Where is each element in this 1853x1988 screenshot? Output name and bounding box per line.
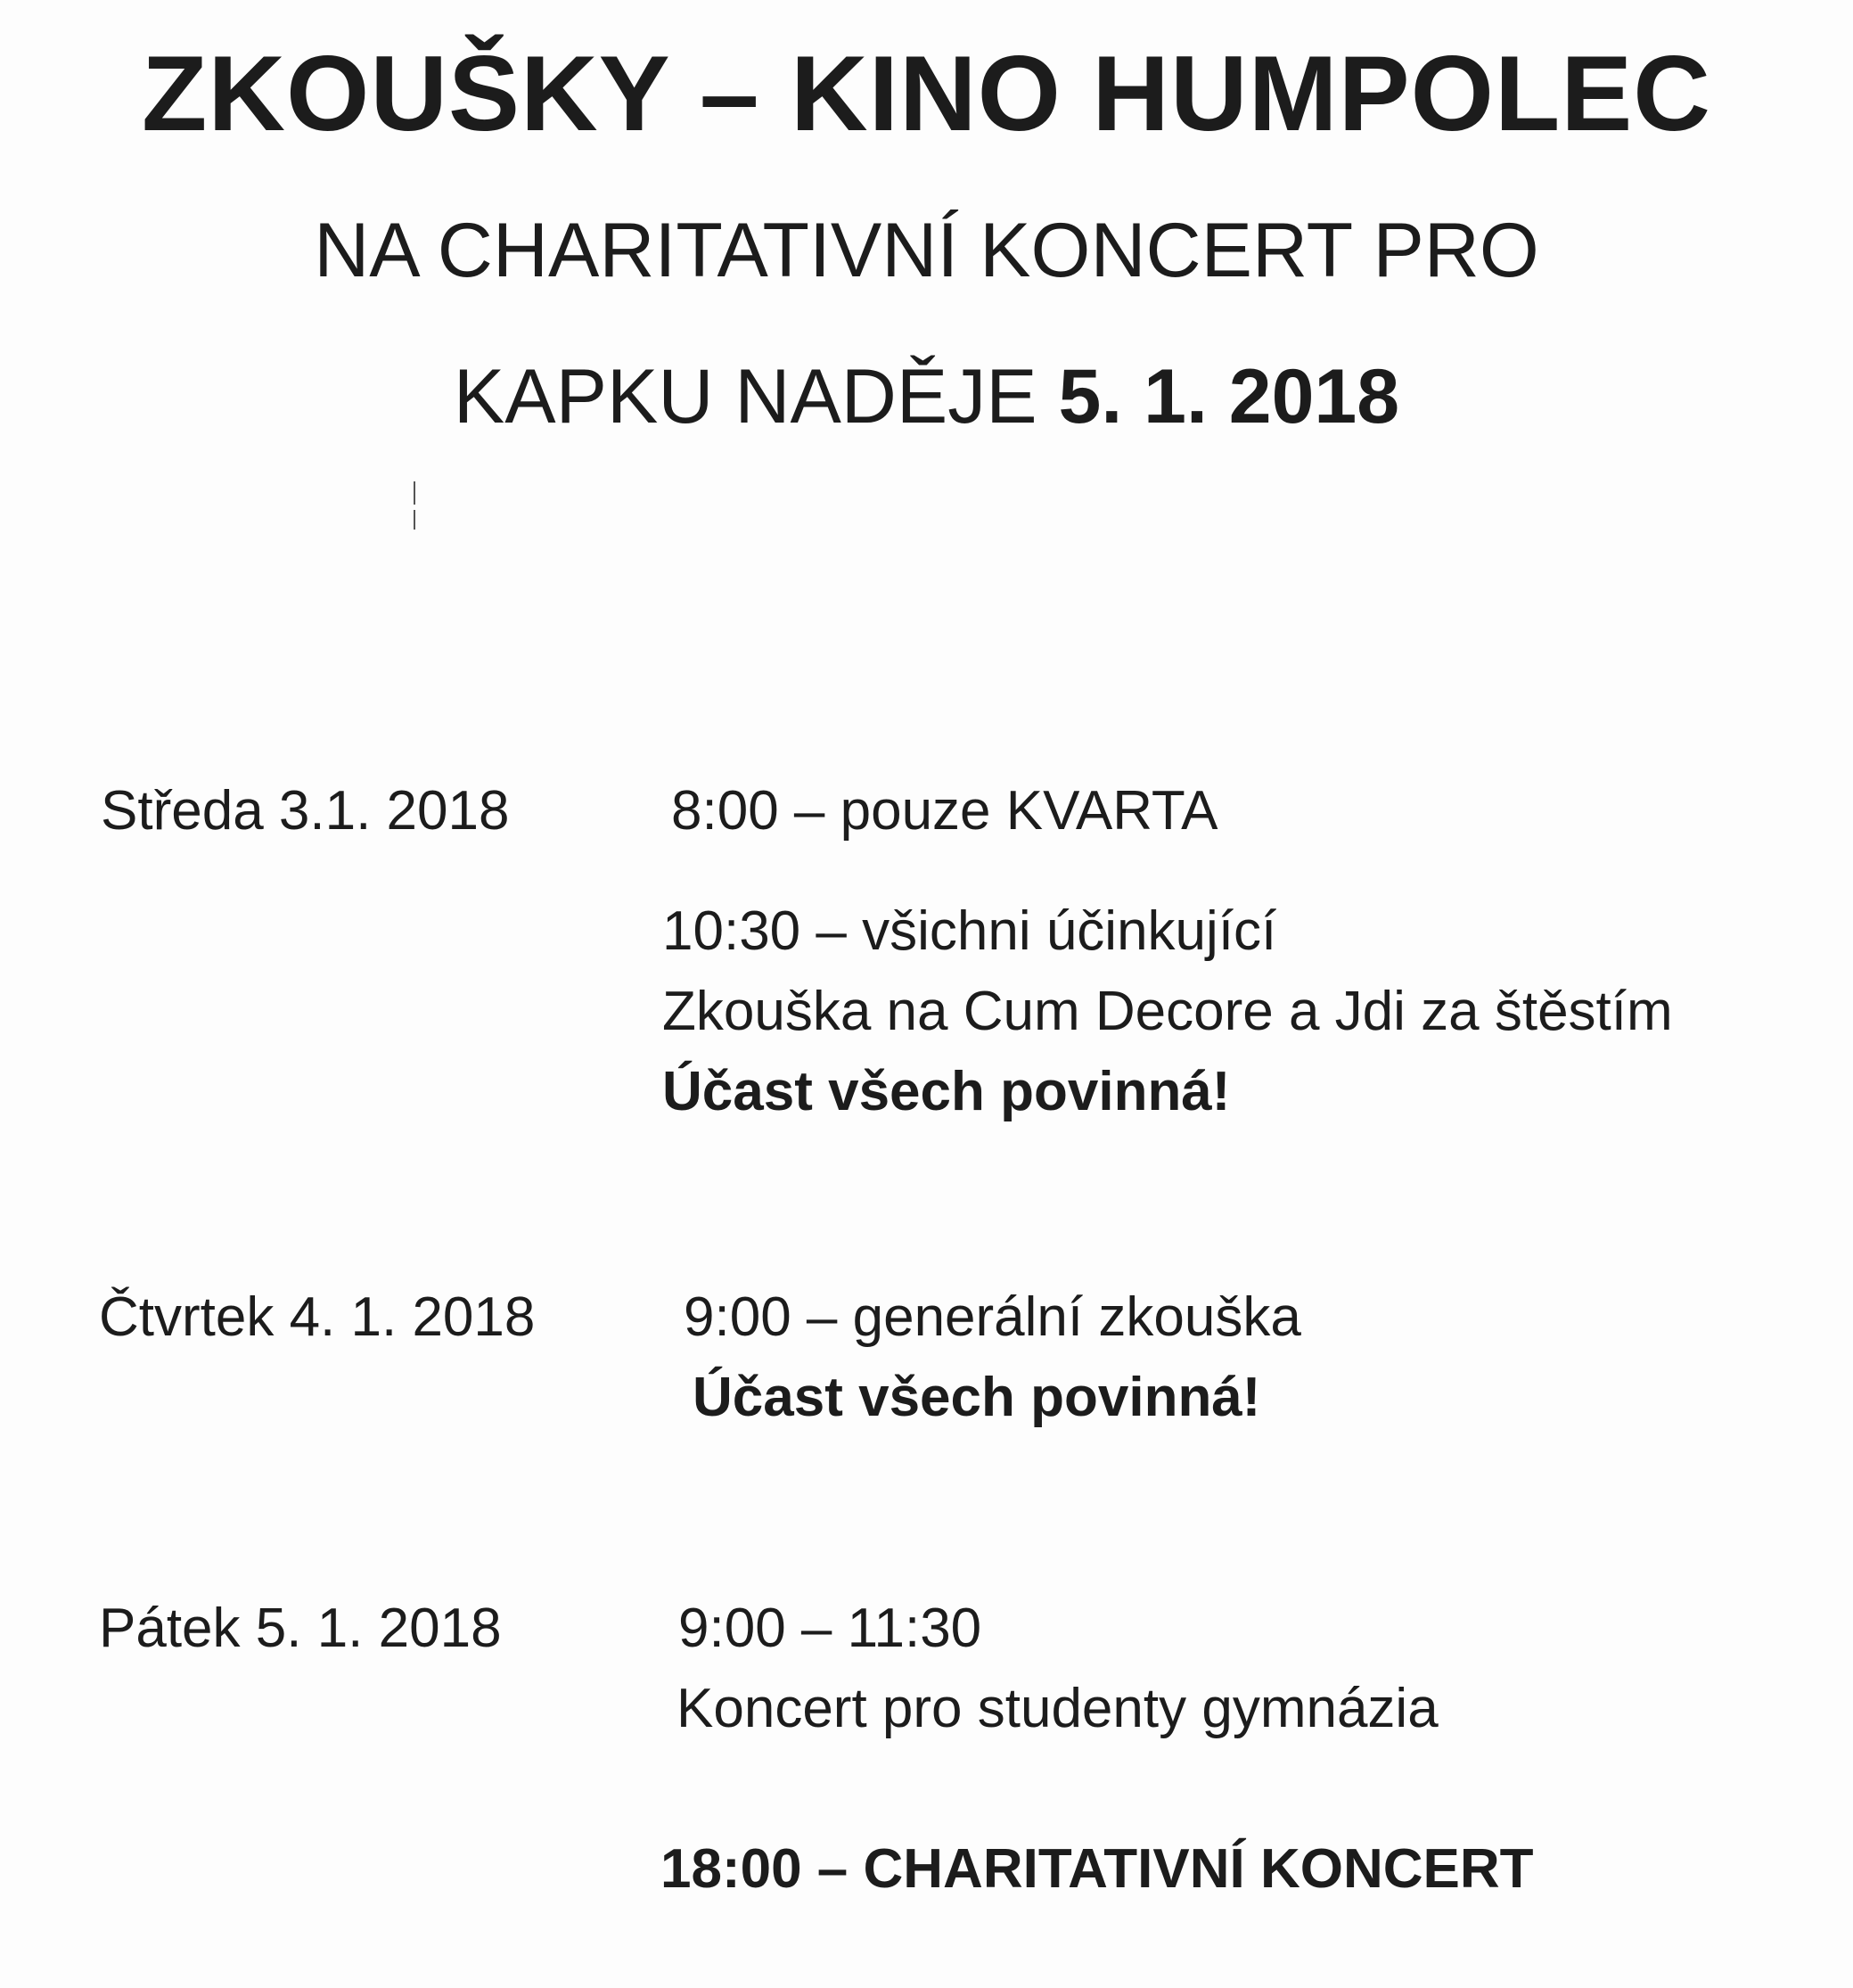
wednesday-attendance-note: Účast všech povinná! xyxy=(662,1061,1231,1122)
subtitle-line-2 xyxy=(0,348,1853,446)
subtitle-line-1: NA CHARITATIVNÍ KONCERT PRO xyxy=(314,208,1539,293)
thursday-entry-1: 9:00 – generální zkouška xyxy=(684,1286,1301,1348)
scan-mark xyxy=(414,481,415,505)
friday-charity-concert: 18:00 – CHARITATIVNÍ KONCERT xyxy=(660,1838,1534,1900)
thursday-attendance-note: Účast všech povinná! xyxy=(693,1367,1261,1428)
wednesday-entry-2: 10:30 – všichni účinkující xyxy=(662,900,1277,962)
wednesday-entry-3: Zkouška na Cum Decore a Jdi za štěstím xyxy=(662,981,1673,1042)
scan-mark xyxy=(414,510,415,530)
friday-entry-1: 9:00 – 11:30 xyxy=(678,1598,982,1659)
day-friday: Pátek 5. 1. 2018 xyxy=(99,1598,502,1659)
concert-date: 5. 1. 2018 xyxy=(1058,354,1400,439)
wednesday-entry-1: 8:00 – pouze KVARTA xyxy=(671,780,1218,842)
day-wednesday: Středa 3.1. 2018 xyxy=(101,780,510,842)
friday-entry-2: Koncert pro studenty gymnázia xyxy=(676,1678,1439,1739)
subtitle-line-2-text: KAPKU NADĚJE xyxy=(453,354,1059,439)
page-title: ZKOUŠKY – KINO HUMPOLEC xyxy=(142,34,1711,153)
day-thursday: Čtvrtek 4. 1. 2018 xyxy=(99,1286,536,1348)
